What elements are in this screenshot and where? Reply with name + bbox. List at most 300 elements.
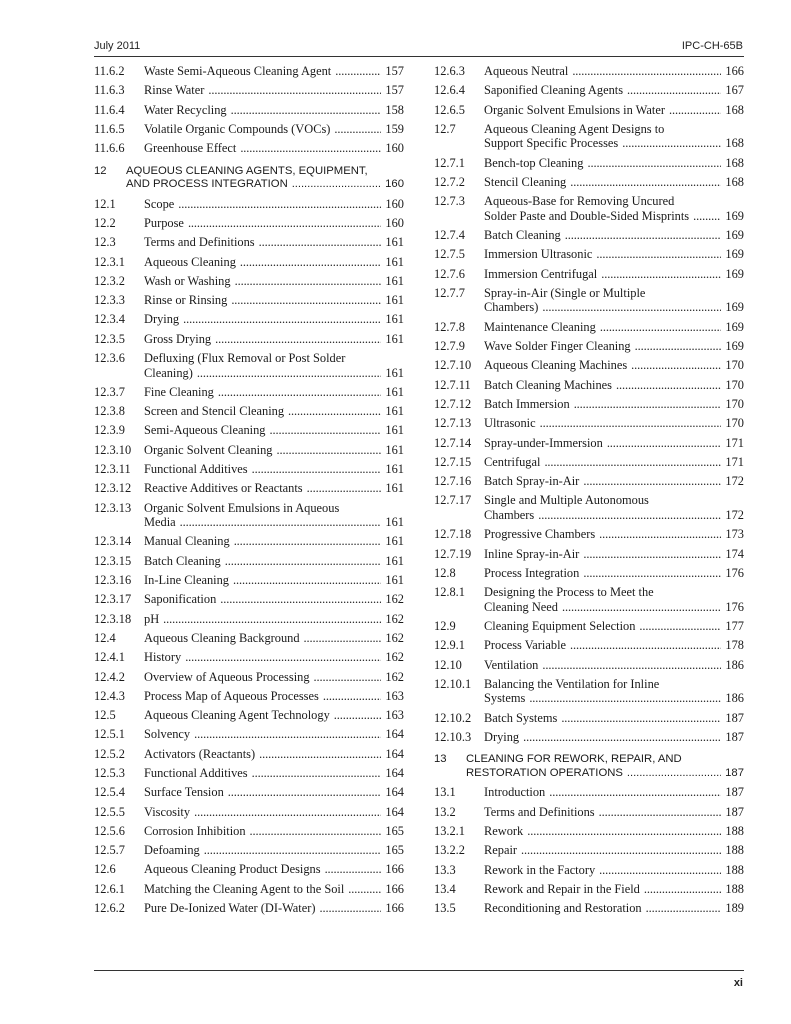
dot-leader bbox=[323, 689, 382, 704]
section-title: Process Map of Aqueous Processes bbox=[144, 688, 319, 703]
dot-leader bbox=[252, 462, 382, 477]
page-ref: 160 bbox=[385, 215, 404, 230]
section-number: 12.7 bbox=[434, 121, 456, 136]
dot-leader bbox=[269, 423, 381, 438]
section-title-leader bbox=[144, 747, 404, 762]
page-ref: 162 bbox=[385, 630, 404, 645]
section-number: 12.5.6 bbox=[94, 823, 125, 838]
section-title: Stencil Cleaning bbox=[484, 174, 567, 189]
section-number: 13.2.1 bbox=[434, 824, 465, 838]
section-title: Organic Solvent Emulsions in Water bbox=[484, 102, 665, 117]
section-number: 12.7.13 bbox=[434, 416, 472, 431]
toc-entry bbox=[94, 631, 404, 646]
dot-leader bbox=[240, 255, 382, 270]
toc-entry bbox=[434, 566, 744, 581]
section-title: Viscosity bbox=[144, 804, 191, 819]
section-title-leader bbox=[144, 862, 404, 877]
dot-leader bbox=[307, 481, 382, 496]
dot-leader bbox=[180, 515, 382, 530]
toc-entry bbox=[434, 247, 744, 262]
dot-leader bbox=[600, 320, 722, 335]
page-number: xi bbox=[733, 977, 743, 989]
page-ref: 161 bbox=[385, 331, 404, 346]
section-number: 12.7.11 bbox=[434, 377, 471, 392]
page-ref: 187 bbox=[725, 766, 744, 779]
section-title: Solvency bbox=[144, 727, 191, 742]
toc-entry bbox=[94, 554, 404, 569]
dot-leader bbox=[194, 727, 381, 742]
section-number: 12.7.5 bbox=[434, 247, 465, 262]
section-title-leader bbox=[144, 255, 404, 270]
dot-leader bbox=[250, 824, 382, 839]
section-title: Scope bbox=[144, 196, 175, 211]
section-title-leader bbox=[126, 178, 404, 192]
section-title: Fine Cleaning bbox=[144, 384, 214, 399]
section-number: 12.3.16 bbox=[94, 573, 132, 588]
dot-leader bbox=[562, 600, 721, 615]
section-title: Cleaning Need bbox=[484, 599, 558, 614]
section-title-leader bbox=[484, 901, 744, 916]
page-ref: 176 bbox=[725, 565, 744, 580]
section-title: Spray-under-Immersion bbox=[484, 435, 603, 450]
section-title: Aqueous Cleaning Machines bbox=[484, 358, 628, 373]
section-title-leader bbox=[484, 638, 744, 653]
section-number: 12.3.13 bbox=[94, 500, 132, 515]
section-title-leader bbox=[484, 397, 744, 412]
toc-entry bbox=[434, 416, 744, 431]
section-title: Ultrasonic bbox=[484, 416, 536, 431]
dot-leader bbox=[583, 547, 721, 562]
toc-entry bbox=[434, 339, 744, 354]
section-number: 12.3.15 bbox=[94, 553, 132, 568]
toc-entry bbox=[434, 320, 744, 335]
section-title: Process Integration bbox=[484, 565, 580, 580]
page-ref: 161 bbox=[385, 534, 404, 549]
toc-entry bbox=[94, 103, 404, 118]
toc-entry bbox=[434, 83, 744, 98]
section-title-leader bbox=[144, 462, 404, 477]
page-ref: 168 bbox=[725, 174, 744, 189]
section-title-leader bbox=[484, 527, 744, 542]
section-title-leader bbox=[484, 136, 744, 151]
section-title-leader bbox=[144, 612, 404, 627]
section-number: 12.5.2 bbox=[94, 746, 125, 761]
section-number: 12.5.4 bbox=[94, 785, 125, 800]
toc-entry bbox=[94, 462, 404, 477]
section-number: 12.3.8 bbox=[94, 404, 125, 419]
section-number: 12.10.2 bbox=[434, 710, 472, 725]
section-title: Aqueous Cleaning Agent Technology bbox=[144, 708, 330, 723]
toc-entry bbox=[94, 255, 404, 270]
toc-entry bbox=[94, 83, 404, 98]
section-title-leader bbox=[144, 515, 404, 530]
toc-entry bbox=[434, 286, 744, 315]
section-title-line: Aqueous-Base for Removing Uncured bbox=[484, 194, 675, 209]
section-title-line: AQUEOUS CLEANING AGENTS, EQUIPMENT, bbox=[126, 164, 368, 177]
section-title-leader bbox=[484, 730, 744, 745]
section-number: 12.3.4 bbox=[94, 312, 125, 327]
section-title-leader bbox=[144, 332, 404, 347]
toc-entry bbox=[94, 501, 404, 530]
dot-leader bbox=[276, 443, 381, 458]
section-number: 12.5 bbox=[94, 708, 116, 723]
section-number: 12.7.7 bbox=[434, 285, 465, 300]
section-number: 12.7.3 bbox=[434, 194, 465, 209]
dot-leader bbox=[521, 843, 721, 858]
section-title-leader bbox=[484, 785, 744, 800]
dot-leader bbox=[240, 141, 381, 156]
section-title: Activators (Reactants) bbox=[144, 746, 256, 761]
page-ref: 170 bbox=[725, 416, 744, 431]
section-title: Batch Cleaning Machines bbox=[484, 377, 613, 392]
dot-leader bbox=[235, 274, 382, 289]
page-ref: 163 bbox=[385, 688, 404, 703]
section-title: Media bbox=[144, 515, 176, 530]
dot-leader bbox=[616, 378, 721, 393]
toc-entry bbox=[434, 619, 744, 634]
toc-entry bbox=[94, 312, 404, 327]
section-number: 12.3.2 bbox=[94, 273, 125, 288]
toc-entry bbox=[434, 843, 744, 858]
section-title: Process Variable bbox=[484, 638, 567, 653]
page-ref: 162 bbox=[385, 669, 404, 684]
page-ref: 186 bbox=[725, 691, 744, 706]
section-title-line: Spray-in-Air (Single or Multiple bbox=[484, 285, 646, 300]
toc-entry bbox=[94, 805, 404, 820]
dot-leader bbox=[627, 83, 721, 98]
section-number: 12.4.1 bbox=[94, 650, 125, 665]
section-title-leader bbox=[144, 404, 404, 419]
section-title-leader bbox=[484, 228, 744, 243]
toc-entry bbox=[94, 843, 404, 858]
page-ref: 160 bbox=[385, 196, 404, 211]
dot-leader bbox=[561, 711, 721, 726]
section-title: Overview of Aqueous Processing bbox=[144, 669, 310, 684]
dot-leader bbox=[204, 843, 382, 858]
section-title-leader bbox=[144, 481, 404, 496]
section-number: 12.7.9 bbox=[434, 339, 465, 354]
section-title-leader bbox=[144, 843, 404, 858]
dot-leader bbox=[234, 534, 382, 549]
page-ref: 161 bbox=[385, 254, 404, 269]
dot-leader bbox=[644, 882, 722, 897]
section-title: Terms and Definitions bbox=[144, 235, 255, 250]
section-title: Systems bbox=[484, 691, 526, 706]
dot-leader bbox=[334, 122, 381, 137]
toc-entry bbox=[434, 882, 744, 897]
section-number: 12.3.10 bbox=[94, 442, 132, 457]
toc-entry bbox=[434, 228, 744, 243]
section-title: Aqueous Neutral bbox=[484, 64, 569, 78]
toc-entry bbox=[434, 122, 744, 151]
dot-leader bbox=[197, 366, 382, 381]
section-title-leader bbox=[484, 619, 744, 634]
toc-chapter-entry bbox=[434, 753, 744, 780]
toc-entry bbox=[434, 378, 744, 393]
toc-entry bbox=[434, 156, 744, 171]
section-title-leader bbox=[484, 103, 744, 118]
dot-leader bbox=[231, 293, 381, 308]
dot-leader bbox=[334, 708, 382, 723]
section-title: Chambers) bbox=[484, 300, 539, 315]
section-number: 12.6.4 bbox=[434, 83, 465, 98]
section-title-leader bbox=[484, 320, 744, 335]
section-title-leader bbox=[484, 824, 744, 839]
section-number: 12.7.1 bbox=[434, 155, 465, 170]
section-title: Rinse or Rinsing bbox=[144, 293, 228, 308]
section-title: Ventilation bbox=[484, 657, 539, 672]
dot-leader bbox=[259, 235, 382, 250]
section-title-leader bbox=[484, 843, 744, 858]
page-ref: 161 bbox=[385, 404, 404, 419]
toc-entry bbox=[434, 863, 744, 878]
section-title-leader bbox=[484, 247, 744, 262]
page-ref: 161 bbox=[385, 481, 404, 496]
dot-leader bbox=[583, 566, 721, 581]
section-title-leader bbox=[144, 882, 404, 897]
page-ref: 172 bbox=[725, 507, 744, 522]
section-title: Batch Spray-in-Air bbox=[484, 474, 580, 489]
section-title-leader bbox=[484, 175, 744, 190]
section-title: Cleaning) bbox=[144, 365, 193, 380]
dot-leader bbox=[218, 385, 382, 400]
section-number: 13.2.2 bbox=[434, 843, 465, 858]
section-title-leader bbox=[484, 455, 744, 470]
page-ref: 161 bbox=[385, 423, 404, 438]
page-ref: 161 bbox=[385, 235, 404, 250]
toc-entry bbox=[94, 481, 404, 496]
page-ref: 168 bbox=[725, 155, 744, 170]
section-title-line: Balancing the Ventilation for Inline bbox=[484, 676, 660, 691]
toc-entry bbox=[94, 141, 404, 156]
toc-entry bbox=[94, 423, 404, 438]
dot-leader bbox=[183, 312, 381, 327]
section-title-leader bbox=[144, 274, 404, 289]
section-number: 12.5.3 bbox=[94, 766, 125, 780]
toc-entry bbox=[94, 612, 404, 627]
toc-entry bbox=[94, 689, 404, 704]
page-ref: 164 bbox=[385, 727, 404, 742]
dot-leader bbox=[646, 901, 722, 916]
section-number: 12.6.5 bbox=[434, 102, 465, 117]
page-ref: 166 bbox=[385, 901, 404, 916]
dot-leader bbox=[320, 901, 382, 916]
section-title: Purpose bbox=[144, 215, 184, 230]
dot-leader bbox=[527, 824, 721, 839]
section-number: 12.10 bbox=[434, 657, 462, 672]
section-title: Drying bbox=[144, 312, 180, 327]
section-title: RESTORATION OPERATIONS bbox=[466, 766, 623, 779]
section-title: Screen and Stencil Cleaning bbox=[144, 404, 285, 419]
page-ref: 161 bbox=[385, 312, 404, 327]
section-title: Repair bbox=[484, 843, 518, 858]
section-number: 12.6.3 bbox=[434, 64, 465, 78]
section-title-leader bbox=[484, 508, 744, 523]
section-title-leader bbox=[144, 901, 404, 916]
section-title: pH bbox=[144, 611, 160, 626]
section-title-leader bbox=[466, 767, 744, 781]
section-title: Reconditioning and Restoration bbox=[484, 901, 642, 916]
section-title: Saponification bbox=[144, 592, 217, 607]
section-number: 12.7.14 bbox=[434, 435, 472, 450]
section-title-leader bbox=[484, 83, 744, 98]
section-title: Aqueous Cleaning Background bbox=[144, 630, 300, 645]
section-title: Inline Spray-in-Air bbox=[484, 546, 580, 561]
toc-entry bbox=[94, 727, 404, 742]
section-number: 12.5.7 bbox=[94, 843, 125, 858]
toc-entry bbox=[434, 175, 744, 190]
section-title: Centrifugal bbox=[484, 454, 541, 469]
section-number: 12.7.2 bbox=[434, 174, 465, 189]
section-title: Terms and Definitions bbox=[484, 804, 595, 819]
section-number: 12.7.6 bbox=[434, 266, 465, 281]
section-number: 12.3.5 bbox=[94, 331, 125, 346]
toc-entry bbox=[94, 274, 404, 289]
page-ref: 178 bbox=[725, 638, 744, 653]
section-title-leader bbox=[144, 631, 404, 646]
section-title: History bbox=[144, 650, 182, 665]
section-title-leader bbox=[144, 423, 404, 438]
section-title: Reactive Additives or Reactants bbox=[144, 481, 303, 496]
toc-right-column bbox=[434, 64, 744, 920]
page-ref: 166 bbox=[385, 881, 404, 896]
dot-leader bbox=[188, 216, 381, 231]
toc-entry bbox=[94, 747, 404, 762]
dot-leader bbox=[523, 730, 721, 745]
section-title-leader bbox=[144, 293, 404, 308]
section-number: 13.2 bbox=[434, 804, 456, 819]
section-title-leader bbox=[144, 554, 404, 569]
section-number: 12.7.19 bbox=[434, 546, 472, 561]
toc-entry bbox=[94, 573, 404, 588]
page-ref: 161 bbox=[385, 515, 404, 530]
dot-leader bbox=[607, 436, 722, 451]
dot-leader bbox=[631, 358, 721, 373]
section-title: Aqueous Cleaning bbox=[144, 254, 236, 269]
section-title-leader bbox=[144, 235, 404, 250]
section-title: Greenhouse Effect bbox=[144, 141, 237, 156]
section-title-leader bbox=[144, 805, 404, 820]
section-title-leader bbox=[144, 64, 404, 79]
footer-rule bbox=[94, 970, 744, 971]
page-ref: 170 bbox=[725, 396, 744, 411]
section-number: 13.5 bbox=[434, 901, 456, 916]
section-title: Batch Cleaning bbox=[144, 553, 221, 568]
section-title-leader bbox=[484, 300, 744, 315]
section-title: Pure De-Ionized Water (DI-Water) bbox=[144, 901, 316, 916]
section-title-leader bbox=[144, 312, 404, 327]
section-number: 12.7.16 bbox=[434, 474, 472, 489]
dot-leader bbox=[335, 64, 381, 79]
toc-entry bbox=[434, 493, 744, 522]
section-title: Rework bbox=[484, 824, 524, 838]
page-ref: 161 bbox=[385, 384, 404, 399]
toc-entry bbox=[94, 385, 404, 400]
page-ref: 187 bbox=[725, 710, 744, 725]
page-ref: 189 bbox=[725, 901, 744, 916]
section-title-leader bbox=[484, 416, 744, 431]
section-title: Organic Solvent Cleaning bbox=[144, 442, 273, 457]
section-title: Bench-top Cleaning bbox=[484, 155, 584, 170]
page-ref: 173 bbox=[725, 527, 744, 542]
section-title: Immersion Ultrasonic bbox=[484, 247, 593, 262]
section-number: 12.4.2 bbox=[94, 669, 125, 684]
dot-leader bbox=[215, 332, 381, 347]
section-number: 12.7.4 bbox=[434, 228, 465, 243]
dot-leader bbox=[574, 397, 722, 412]
section-number: 12.3 bbox=[94, 235, 116, 250]
page-ref: 160 bbox=[385, 178, 404, 191]
toc-entry bbox=[434, 194, 744, 223]
section-title: Semi-Aqueous Cleaning bbox=[144, 423, 266, 438]
dot-leader bbox=[596, 247, 721, 262]
dot-leader bbox=[549, 785, 721, 800]
section-number: 12.8.1 bbox=[434, 585, 465, 600]
section-number: 11.6.4 bbox=[94, 102, 125, 117]
toc-entry bbox=[94, 862, 404, 877]
toc-left-column bbox=[94, 64, 404, 920]
page-ref: 161 bbox=[385, 553, 404, 568]
section-title-leader bbox=[484, 209, 744, 224]
section-title: Batch Immersion bbox=[484, 396, 570, 411]
section-number: 12.3.9 bbox=[94, 423, 125, 438]
toc-entry bbox=[94, 197, 404, 212]
page-ref: 165 bbox=[385, 843, 404, 858]
dot-leader bbox=[252, 766, 382, 781]
toc-entry bbox=[434, 436, 744, 451]
toc-entry bbox=[94, 235, 404, 250]
page-ref: 166 bbox=[725, 64, 744, 78]
section-title-leader bbox=[144, 689, 404, 704]
toc-entry bbox=[434, 711, 744, 726]
page-ref: 167 bbox=[725, 83, 744, 98]
toc-entry bbox=[434, 455, 744, 470]
section-title: Cleaning Equipment Selection bbox=[484, 618, 636, 633]
page-ref: 161 bbox=[385, 462, 404, 477]
toc-entry bbox=[434, 547, 744, 562]
header-rule bbox=[94, 56, 744, 57]
section-title-leader bbox=[484, 863, 744, 878]
toc-chapter-entry bbox=[94, 165, 404, 192]
section-number: 12.9.1 bbox=[434, 638, 465, 653]
section-number: 12.3.6 bbox=[94, 351, 125, 366]
page-ref: 172 bbox=[725, 474, 744, 489]
section-number: 12.6 bbox=[94, 862, 116, 877]
section-title-line: Designing the Process to Meet the bbox=[484, 585, 654, 600]
section-title-leader bbox=[144, 103, 404, 118]
section-number: 12.3.7 bbox=[94, 384, 125, 399]
section-title-leader bbox=[144, 785, 404, 800]
section-number: 12.7.15 bbox=[434, 454, 472, 469]
toc-entry bbox=[434, 103, 744, 118]
toc-entry bbox=[94, 443, 404, 458]
page-ref: 164 bbox=[385, 785, 404, 800]
section-number: 11.6.3 bbox=[94, 83, 125, 98]
toc-entry bbox=[94, 534, 404, 549]
section-number: 12.3.14 bbox=[94, 534, 132, 549]
section-title-leader bbox=[144, 197, 404, 212]
toc-entry bbox=[434, 824, 744, 839]
toc-entry bbox=[434, 585, 744, 614]
section-title: Batch Systems bbox=[484, 710, 558, 725]
dot-leader bbox=[542, 300, 721, 315]
section-title-line: Aqueous Cleaning Agent Designs to bbox=[484, 121, 665, 136]
toc-entry bbox=[434, 901, 744, 916]
toc-entry bbox=[94, 64, 404, 79]
toc-entry bbox=[434, 785, 744, 800]
toc-entry bbox=[94, 766, 404, 781]
section-title: Rework and Repair in the Field bbox=[484, 881, 640, 896]
